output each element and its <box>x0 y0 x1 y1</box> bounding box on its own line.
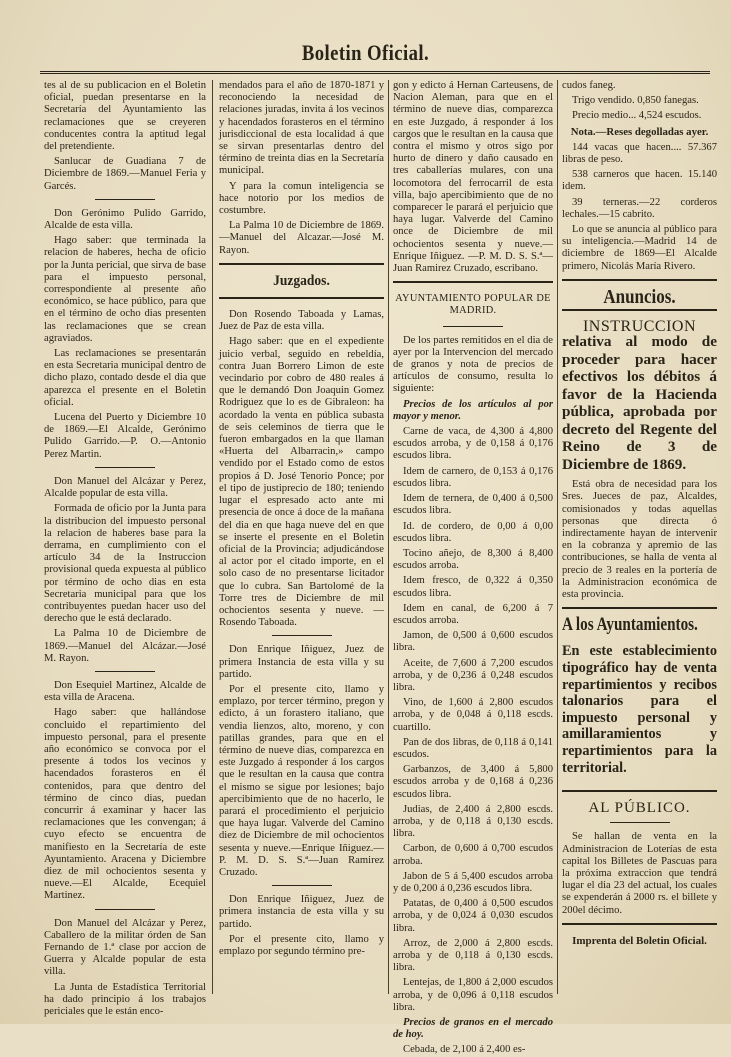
price-item: Aceite, de 7,600 á 7,200 escudos arroba, y de 0,236 á 0,248 escudos libra. <box>393 657 553 693</box>
paragraph: La Junta de Estadística Territorial ha dado principio á los trabajos periciales que le están enco- <box>44 981 206 1018</box>
paragraph: Formada de oficio por la Junta para la distribucion del impuesto personal la relacion de haberes base para la derrama, en cumplimiento con el artículo 34 de la Instruccion provisional queda expuesta al público por término de ocho dias en esta Secretaria municipal para que los contribuyentes puedan hacer uso del derecho que le está declarado. <box>44 503 206 625</box>
column-divider <box>212 80 213 994</box>
paragraph: Trigo vendido. 0,850 fanegas. <box>572 95 699 107</box>
paragraph: cudos faneg. <box>562 80 616 91</box>
paragraph: Por el presente cito, llamo y emplazo, por tercer término, pregon y edicto, á un forastero italiano, que vendia lienzos, alto, moreno, y con patillas grandes, para que en el término de nueve dias, comparezca en este Juzgado á responder á los cargos que le resultan en la causa que contra el mismo se sigue por lesiones; bajo apercibimiento que de no hacerlo, le parará el procedimiento el perjuicio que haya lugar. Valverde del Camino diez de Diciembre de mil ochocientos sesenta y nueve.—Enrique Iñiguez.—P. M. D. S. S.ª—Juan Ramirez Cruzado. <box>219 683 384 878</box>
paragraph: De los partes remitidos en el dia de ayer por la Intervencion del mercado de granos y nota de precios de artículos de consumo, resulta lo siguiente: <box>393 334 553 395</box>
notice-heading: Don Gerónimo Pulido Garrido, Alcalde de esta villa. <box>44 207 206 232</box>
section-rule <box>219 297 384 299</box>
paragraph: Hago saber: que terminada la relacion de haberes, hecha de oficio por la Junta pericial, que sirva de base para el impuesto personal, correspondiente al presente año económico, se hace público, para que en el término de ocho dias presenten las reclamaciones que se crean agraviados. <box>44 235 206 344</box>
separator <box>95 199 155 200</box>
nota-heading: Nota.—Reses degolladas ayer. <box>570 125 709 138</box>
separator <box>95 671 155 672</box>
price-item: Pan de dos libras, de 0,118 á 0,141 escudos. <box>393 736 553 760</box>
paragraph: Hago saber: que en el expediente juicio verbal, seguido en rebeldía, contra Juan Borrero Limon de este vecindario por cobro de 480 reales á que le demandó Don Joaquin Gomez Rodriguez que lo es de Gibraleon: ha acordado la venta en pública subasta de seis celeminos de tierra que le fueron embargados en la que llaman «Huerta del Albarracin,» campo vendido por el Estado como de estos propios á D. José Tenorio Ponce; por el tipo de justiprecio de 180; teniendo lugar el espresado acto ante mi presencia de once á doce de la mañana del dia en que haga nueve del en que se inserte el presente en el Boletin oficial de la Provincia; adjudicándose al actor por el citado importe, en el solo caso de no presentarse licitador que lo cubra. San Bartolomé de la Torre tres de Diciembre de mil ochocientos sesenta y nueve. —Rosendo Taboada. <box>219 336 384 629</box>
price-item: Idem en canal, de 6,200 á 7 escudos arroba. <box>393 602 553 626</box>
price-item: Arroz, de 2,000 á 2,800 escds. arroba y de 0,118 á 0,130 escds. libra. <box>393 937 553 974</box>
paragraph: 538 carneros que hacen. 15.140 idem. <box>562 169 717 193</box>
imprenta-footer: Imprenta del Boletin Oficial. <box>572 934 707 947</box>
paragraph: Lo que se anuncia al público para su inteligencia.—Madrid 14 de diciembre de 1869—El Alcalde primero, Nicolás María Rivero. <box>562 224 717 272</box>
page-title: Boletin Oficial. <box>301 40 430 65</box>
paragraph: Sanlucar de Guadiana 7 de Diciembre de 1869.—Manuel Feria y Garcés. <box>44 156 206 192</box>
paragraph: 39 terneras.—22 corderos lechales.—15 cabrito. <box>562 196 717 220</box>
establecimiento-notice: En este establecimiento tipográfico hay de venta repartimientos y recibos talonarios para el impuesto personal y amillaramientos y repartimientos para la territorial. <box>562 643 717 776</box>
price-item: Idem de carnero, de 0,153 á 0,176 escudos libra. <box>393 465 553 489</box>
paragraph: gon y edicto á Hernan Carteusens, de Nacion Aleman, para que en el término de nueve dias, comparezca en este Juzgado, á responder á los cargos que le resultan en la causa que contra el mismo y otros sigo por hurto de dinero y daño causado en tres caballerías mulares, con una locomotora del ferrocarril de esta villa, bajo apercibimiento que de no comparecer le parará el perjuicio que haya lugar. Valverde del Camino once de Diciembre de mil ochocientos sesenta y nueve.—Enrique Iñiguez. —P. M. D. S. S.ª—Juan Ramirez Cruzado, escribano. <box>393 80 553 275</box>
section-rule <box>562 607 717 609</box>
section-title-juzgados: Juzgados. <box>273 272 330 289</box>
price-item: Jabon de 5 á 5,400 escudos arroba y de 0,200 á 0,236 escudos libra. <box>393 870 553 894</box>
prices-heading: Precios de los artículos al por mayor y menor. <box>393 398 553 422</box>
paragraph: Está obra de necesidad para los Sres. Jueces de paz, Alcaldes, comisionados y todas aquellas personas que directa ó indirectamente hayan de intervenir en la cobranza y apremio de las contribuciones, se halla de venta al precio de 3 reales en la portería de la Administracion económica de esta provincia. <box>562 479 717 601</box>
separator <box>272 635 332 636</box>
price-item: Cebada, de 2,100 á 2,400 es- <box>403 1044 526 1056</box>
paragraph: Se hallan de venta en la Administracion de Loterías de esta capital los Billetes de Pascuas para la próxima extraccion que tendrá lugar el dia 23 del actual, los cuales se expenderán á 2000 rs. el billete y 200el décimo. <box>562 831 717 916</box>
column-1 <box>44 80 206 1018</box>
section-rule <box>562 279 717 281</box>
section-rule <box>393 281 553 283</box>
section-rule <box>219 263 384 265</box>
paragraph: tes al de su publicacion en el Boletin oficial, puedan presentarse en la Secretaría del Ayuntamiento las reclamaciones que se creyeren conducentes contra la aptitud legal del pretendiente. <box>44 80 206 153</box>
separator <box>95 467 155 468</box>
instruccion-title: INSTRUCCION <box>582 318 697 336</box>
column-divider <box>557 80 558 994</box>
notice-heading: Don Esequiel Martinez, Alcalde de esta villa de Aracena. <box>44 679 206 704</box>
price-item: Vino, de 1,600 á 2,800 escudos arroba, y de 0,048 á 0,118 escds. cuartillo. <box>393 697 553 733</box>
column-3 <box>393 80 553 1056</box>
header-rule <box>40 71 710 74</box>
paragraph: Y para la comun inteligencia se hace notorio por los medios de costumbre. <box>219 180 384 217</box>
paragraph: Por el presente cito, llamo y emplazo por segundo término pre- <box>219 933 384 957</box>
price-item: Tocino añejo, de 8,300 á 8,400 escudos arroba. <box>393 547 553 572</box>
price-item: Idem de ternera, de 0,400 á 0,500 escudos libra. <box>393 493 553 517</box>
separator <box>610 822 670 823</box>
separator <box>272 885 332 886</box>
price-item: Jamon, de 0,500 á 0,600 escudos libra. <box>393 630 553 654</box>
price-item: Carbon, de 0,600 á 0,700 escudos arroba. <box>393 843 553 867</box>
section-rule <box>562 923 717 925</box>
al-publico-title: AL PÚBLICO. <box>588 800 691 817</box>
column-divider <box>388 80 389 994</box>
section-title-anuncios: Anuncios. <box>603 285 676 308</box>
notice-heading: Don Enrique Iñiguez, Juez de primera instancia de esta villa y su partido. <box>219 894 384 930</box>
paragraph: mendados para el año de 1870-1871 y reconociendo la necesidad de relaciones juradas, invita á los vecinos y hacendados forasteros en el término jurisdiccional de esta localidad á que se sirvan presentarlas dentro del término de treinta dias en la Secretaría municipal. <box>219 80 384 177</box>
price-item: Carne de vaca, de 4,300 á 4,800 escudos arroba, y de 0,158 á 0,176 escudos libra. <box>393 426 553 462</box>
price-item: Lentejas, de 1,800 á 2,000 escudos arroba, y de 0,096 á 0,118 escudos libra. <box>393 977 553 1013</box>
notice-heading: Don Rosendo Taboada y Lamas, Juez de Paz de esta villa. <box>219 309 384 333</box>
grain-heading: Precios de granos en el mercado de hoy. <box>393 1017 553 1041</box>
column-4 <box>562 80 717 1010</box>
paragraph: 144 vacas que hacen.... 57.367 libras de peso. <box>562 141 717 166</box>
instruccion-body: relativa al modo de proceder para hacer efectivos los débitos á favor de la Hacienda pública, aprobada por decreto del Regente del Reino de 3 de Diciembre de 1869. <box>562 333 717 473</box>
price-item: Garbanzos, de 3,400 á 5,800 escudos arroba y de 0,168 á 0,236 escudos libra. <box>393 764 553 800</box>
paragraph: Las reclamaciones se presentarán en esta Secretaria municipal dentro de dicho plazo, contado desde el dia que aparezca el presente en el Boletin oficial. <box>44 348 206 408</box>
paragraph: La Palma 10 de Diciembre de 1869.—Manuel del Alcazar.—José M. Rayon. <box>219 220 384 256</box>
price-item: Judias, de 2,400 á 2,800 escds. arroba, y de 0,118 á 0,130 escds. libra. <box>393 803 553 840</box>
section-title-ayuntamiento: AYUNTAMIENTO POPULAR DE MADRID. <box>395 293 551 317</box>
section-rule <box>562 790 717 792</box>
separator <box>443 326 503 327</box>
paragraph: Lucena del Puerto y Diciembre 10 de 1869.—El Alcalde, Gerónimo Pulido Garrido.—P. O.—Antonio Perez Martin. <box>44 412 206 460</box>
paragraph: Precio medio... 4,524 escudos. <box>572 110 702 122</box>
price-item: Patatas, de 0,400 á 0,500 escudos arroba, y de 0,024 á 0,030 escudos libra. <box>393 898 553 934</box>
masthead <box>0 40 731 66</box>
notice-heading: Don Enrique Iñiguez, Juez de primera Instancia de esta villa y su partido. <box>219 644 384 680</box>
ayuntamientos-title: A los Ayuntamientos. <box>562 615 698 636</box>
paragraph: La Palma 10 de Diciembre de 1869.—Manuel del Alcázar.—José M. Rayon. <box>44 628 206 664</box>
notice-heading: Don Manuel del Alcázar y Perez, Alcalde popular de esta villa. <box>44 475 206 500</box>
section-rule <box>562 309 717 311</box>
notice-heading: Don Manuel del Alcázar y Perez, Caballero de la militar órden de San Fernando de 1.ª clase por accion de Guerra y Alcalde popular de esta villa. <box>44 917 206 978</box>
price-item: Idem fresco, de 0,322 á 0,350 escudos libra. <box>393 575 553 599</box>
price-item: Id. de cordero, de 0,00 á 0,00 escudos libra. <box>393 520 553 544</box>
column-2 <box>219 80 384 1010</box>
separator <box>95 909 155 910</box>
paragraph: Hago saber: que hallándose concluido el repartimiento del impuesto personal, para el presente año económico se convoca por el presente á todos los vecinos y hacendados forasteros en él contenidos, para que dentro del término de cinco dias, puedan concurrir á examinar y hacer las reclamaciones que les convengan; á cuyo efecto se encuentra de manifiesto en la Secretaría de este Ayuntamiento. Aracena y Diciembre diez de mil ochocientos sesenta y nueve.—El Alcalde, Ecequiel Martinez. <box>44 707 206 902</box>
